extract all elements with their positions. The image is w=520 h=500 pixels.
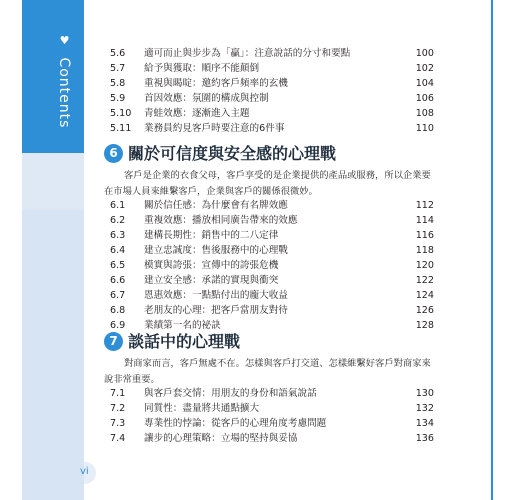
item-title: 建立忠誠度：售後服務中的心理戰 <box>144 245 288 256</box>
item-page: 128 <box>415 320 434 331</box>
item-number: 5.6 <box>110 48 126 59</box>
toc-item[interactable] <box>104 274 434 288</box>
item-title: 老朋友的心理：把客戶當朋友對待 <box>144 305 288 316</box>
item-title: 重視與暍啶：邀約客戶頻率的玄機 <box>144 78 288 89</box>
item-number: 6.2 <box>110 215 126 226</box>
right-edge-rule <box>491 0 493 500</box>
chapter-title: 談話中的心理戰 <box>128 332 241 351</box>
toc-item[interactable] <box>104 122 434 136</box>
item-page: 112 <box>415 200 434 211</box>
item-number: 6.5 <box>110 260 126 271</box>
toc-item[interactable] <box>104 417 434 431</box>
item-page: 130 <box>415 388 434 399</box>
item-number: 7.2 <box>110 403 126 414</box>
item-number: 6.9 <box>110 320 126 331</box>
toc-item[interactable] <box>104 199 434 213</box>
item-number: 7.3 <box>110 418 126 429</box>
item-number: 7.1 <box>110 388 126 399</box>
chapter-6-heading[interactable] <box>104 142 434 166</box>
toc-item[interactable] <box>104 304 434 318</box>
toc-item[interactable] <box>104 402 434 416</box>
item-page: 134 <box>415 418 434 429</box>
item-page: 118 <box>415 245 434 256</box>
toc-item[interactable] <box>104 387 434 401</box>
item-number: 5.11 <box>110 123 132 134</box>
item-title: 重複效應：播放相同廣告帶來的效應 <box>144 215 298 226</box>
item-number: 5.7 <box>110 63 126 74</box>
toc-item[interactable] <box>104 47 434 61</box>
item-number: 6.3 <box>110 230 126 241</box>
chapter-number-badge: 7 <box>104 332 123 351</box>
item-page: 116 <box>415 230 434 241</box>
toc-item[interactable] <box>104 229 434 243</box>
item-page: 102 <box>415 63 434 74</box>
item-page: 106 <box>415 93 434 104</box>
toc-item[interactable] <box>104 244 434 258</box>
chapter-title: 關於可信度與安全感的心理戰 <box>128 144 337 163</box>
toc-item[interactable] <box>104 107 434 121</box>
item-title: 建立安全感：承諾的實現與衝突 <box>144 275 279 286</box>
item-number: 6.4 <box>110 245 126 256</box>
item-number: 6.1 <box>110 200 126 211</box>
item-page: 120 <box>415 260 434 271</box>
item-number: 6.7 <box>110 290 126 301</box>
sidebar <box>22 0 84 500</box>
toc-item[interactable] <box>104 432 434 446</box>
item-title: 恩惠效應：一點點付出的龐大收益 <box>144 290 288 301</box>
item-number: 5.8 <box>110 78 126 89</box>
item-title: 同質性：盡量將共通點擴大 <box>144 403 260 414</box>
item-page: 126 <box>415 305 434 316</box>
item-title: 關於信任感：為什麼會有名牌效應 <box>144 200 288 211</box>
item-page: 132 <box>415 403 434 414</box>
sidebar-title <box>56 34 72 128</box>
toc-item[interactable] <box>104 289 434 303</box>
item-title: 適可而止與步步為「贏」：注意說話的分寸和要點 <box>144 48 351 59</box>
item-title: 讓步的心理策略：立場的堅持與妥協 <box>144 433 298 444</box>
toc-item[interactable] <box>104 259 434 273</box>
toc-item[interactable] <box>104 92 434 106</box>
item-number: 6.8 <box>110 305 126 316</box>
sidebar-band <box>22 0 84 153</box>
item-page: 124 <box>415 290 434 301</box>
item-title: 與客戶套交情：用朋友的身份和語氣說話 <box>144 388 317 399</box>
chapter-6-intro: 客戶是企業的衣食父母，客戶享受的是企業提供的產品或服務，所以企業要在市場人員來維繫客戶，企業與客戶的關係很微妙。 <box>104 170 431 197</box>
page-number: vi <box>80 466 89 477</box>
chapter-number-badge: 6 <box>104 144 123 163</box>
item-title: 業績第一名的祕訣 <box>144 320 221 331</box>
item-title: 建構長期性：銷售中的二八定律 <box>144 230 279 241</box>
item-page: 136 <box>415 433 434 444</box>
contents-label: Contents <box>56 57 72 129</box>
item-number: 5.10 <box>110 108 132 119</box>
item-number: 7.4 <box>110 433 126 444</box>
item-page: 100 <box>415 48 434 59</box>
item-title: 專業性的悖論：從客戶的心理角度考慮問題 <box>144 418 327 429</box>
item-number: 5.9 <box>110 93 126 104</box>
chapter-7-intro: 對商家而言，客戶無處不在。怎樣與客戶打交道、怎樣維繫好客戶對商家來說非常重要。 <box>104 358 431 385</box>
item-page: 114 <box>415 215 434 226</box>
heart-icon: ♥ <box>58 34 71 48</box>
item-title: 首因效應：氛圍的構成與控制 <box>144 93 269 104</box>
toc-item[interactable] <box>104 77 434 91</box>
toc-item[interactable] <box>104 62 434 76</box>
item-page: 104 <box>415 78 434 89</box>
item-title: 給予與獲取：順序不能顛倒 <box>144 63 260 74</box>
item-page: 110 <box>415 123 434 134</box>
item-page: 122 <box>415 275 434 286</box>
item-title: 模實與誇張：宣傳中的誇張危機 <box>144 260 279 271</box>
toc-item[interactable] <box>104 214 434 228</box>
item-number: 6.6 <box>110 275 126 286</box>
chapter-7-heading[interactable] <box>104 330 434 354</box>
item-title: 業務員約見客戶時要注意的6件事 <box>144 123 285 134</box>
item-title: 青蛙效應：逐漸進入主題 <box>144 108 250 119</box>
sidebar-lower-panel <box>22 210 84 500</box>
item-page: 108 <box>415 108 434 119</box>
